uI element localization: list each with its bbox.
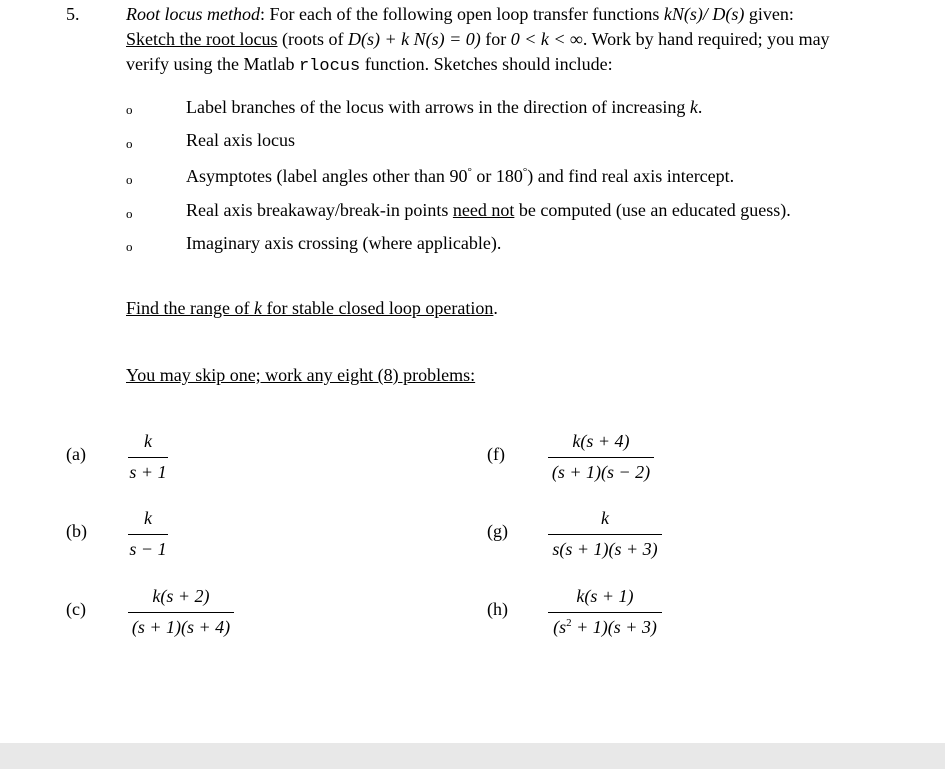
bullet-marker: o xyxy=(126,102,133,117)
bullet-4-pre: Real axis breakaway/break-in points xyxy=(186,200,449,220)
numerator: k xyxy=(601,508,609,528)
problem-label-c: (c) xyxy=(66,599,86,619)
fraction-bar xyxy=(128,534,168,535)
bullet-3-post: ) and find real axis intercept. xyxy=(527,166,735,186)
find-range-pre: Find the range of xyxy=(126,298,250,318)
bullet-item-2: Real axis locus xyxy=(186,130,295,150)
bullet-marker: o xyxy=(126,172,133,187)
sketch-label: Sketch the root locus xyxy=(126,29,278,49)
verify-text: verify using the Matlab xyxy=(126,54,295,74)
fraction-bar xyxy=(128,457,168,458)
skip-note: You may skip one; work any eight (8) problems: xyxy=(126,365,476,385)
numerator: k(s + 2) xyxy=(152,586,210,606)
k-range: 0 < k < ∞ xyxy=(510,29,583,49)
denominator: s − 1 xyxy=(129,539,167,559)
denominator: s(s + 1)(s + 3) xyxy=(552,539,658,559)
bullet-1-text: Label branches of the locus with arrows in the direction of increasing xyxy=(186,97,686,117)
problem-label-g: (g) xyxy=(487,521,508,541)
degree-symbol: ° xyxy=(522,166,528,178)
exponent: 2 xyxy=(566,617,572,629)
intro-text: : For each of the following open loop transfer functions xyxy=(259,4,660,24)
angle-180: 180 xyxy=(495,166,523,186)
find-range-instruction xyxy=(126,298,498,319)
transfer-function-b xyxy=(128,508,168,560)
transfer-function-a xyxy=(128,431,168,483)
angle-90: 90 xyxy=(449,166,468,186)
numerator: k(s + 4) xyxy=(572,431,630,451)
bullet-item-4 xyxy=(186,200,791,221)
given-text: given: xyxy=(748,4,794,24)
or-text: or xyxy=(476,166,492,186)
bullet-item-5: Imaginary axis crossing (where applicable). xyxy=(186,233,502,253)
find-range-post: for stable closed loop operation xyxy=(266,298,494,318)
problem-line-3 xyxy=(126,54,613,76)
bullet-marker: o xyxy=(126,136,133,151)
problem-title: Root locus method xyxy=(126,4,260,24)
problem-label-f: (f) xyxy=(487,444,505,464)
fraction-bar xyxy=(548,457,654,458)
fraction-bar xyxy=(548,612,662,613)
problem-number: 5. xyxy=(66,4,80,24)
denominator: s + 1 xyxy=(129,462,167,482)
degree-symbol: ° xyxy=(467,166,472,178)
problem-line-1 xyxy=(126,4,794,25)
fraction-bar xyxy=(128,612,234,613)
bullet-item-1: Label branches of the locus with arrows in the direction of increasing k. xyxy=(186,97,703,117)
for-text: for xyxy=(485,29,507,49)
need-not-emphasis: need not xyxy=(452,200,515,220)
transfer-function-f xyxy=(548,431,654,483)
bullet-3-pre: Asymptotes (label angles other than xyxy=(186,166,445,186)
verify-end-text: function. Sketches should include: xyxy=(364,54,613,74)
denominator-pre: (s xyxy=(553,617,567,637)
denominator-post: + 1)(s + 3) xyxy=(571,617,657,637)
transfer-function-expr: kN(s)/ D(s) xyxy=(663,4,745,24)
bullet-4-post: be computed (use an educated guess). xyxy=(518,200,791,220)
roots-text: (roots of xyxy=(281,29,344,49)
transfer-function-c xyxy=(128,586,234,638)
fraction-bar xyxy=(548,534,662,535)
bullet-marker: o xyxy=(126,239,133,254)
bullet-item-3 xyxy=(186,166,734,187)
numerator: k xyxy=(144,508,152,528)
denominator: (s + 1)(s − 2) xyxy=(551,462,651,482)
characteristic-equation: D(s) + k N(s) = 0) xyxy=(347,29,481,49)
numerator: k xyxy=(144,431,152,451)
bullet-marker: o xyxy=(126,206,133,221)
numerator: k(s + 1) xyxy=(576,586,634,606)
denominator xyxy=(548,617,662,638)
problem-label-h: (h) xyxy=(487,599,508,619)
find-range-period: . xyxy=(493,298,498,318)
problem-line-2 xyxy=(126,29,830,50)
transfer-function-g xyxy=(548,508,662,560)
matlab-function: rlocus xyxy=(298,57,361,76)
find-range-var: k xyxy=(253,298,262,318)
problem-label-a: (a) xyxy=(66,444,86,464)
work-text: . Work by hand required; you may xyxy=(582,29,830,49)
denominator: (s + 1)(s + 4) xyxy=(131,617,231,637)
transfer-function-h xyxy=(548,586,662,638)
page-footer-bar xyxy=(0,743,945,769)
problem-label-b: (b) xyxy=(66,521,87,541)
bullet-1-var: k xyxy=(689,97,698,117)
